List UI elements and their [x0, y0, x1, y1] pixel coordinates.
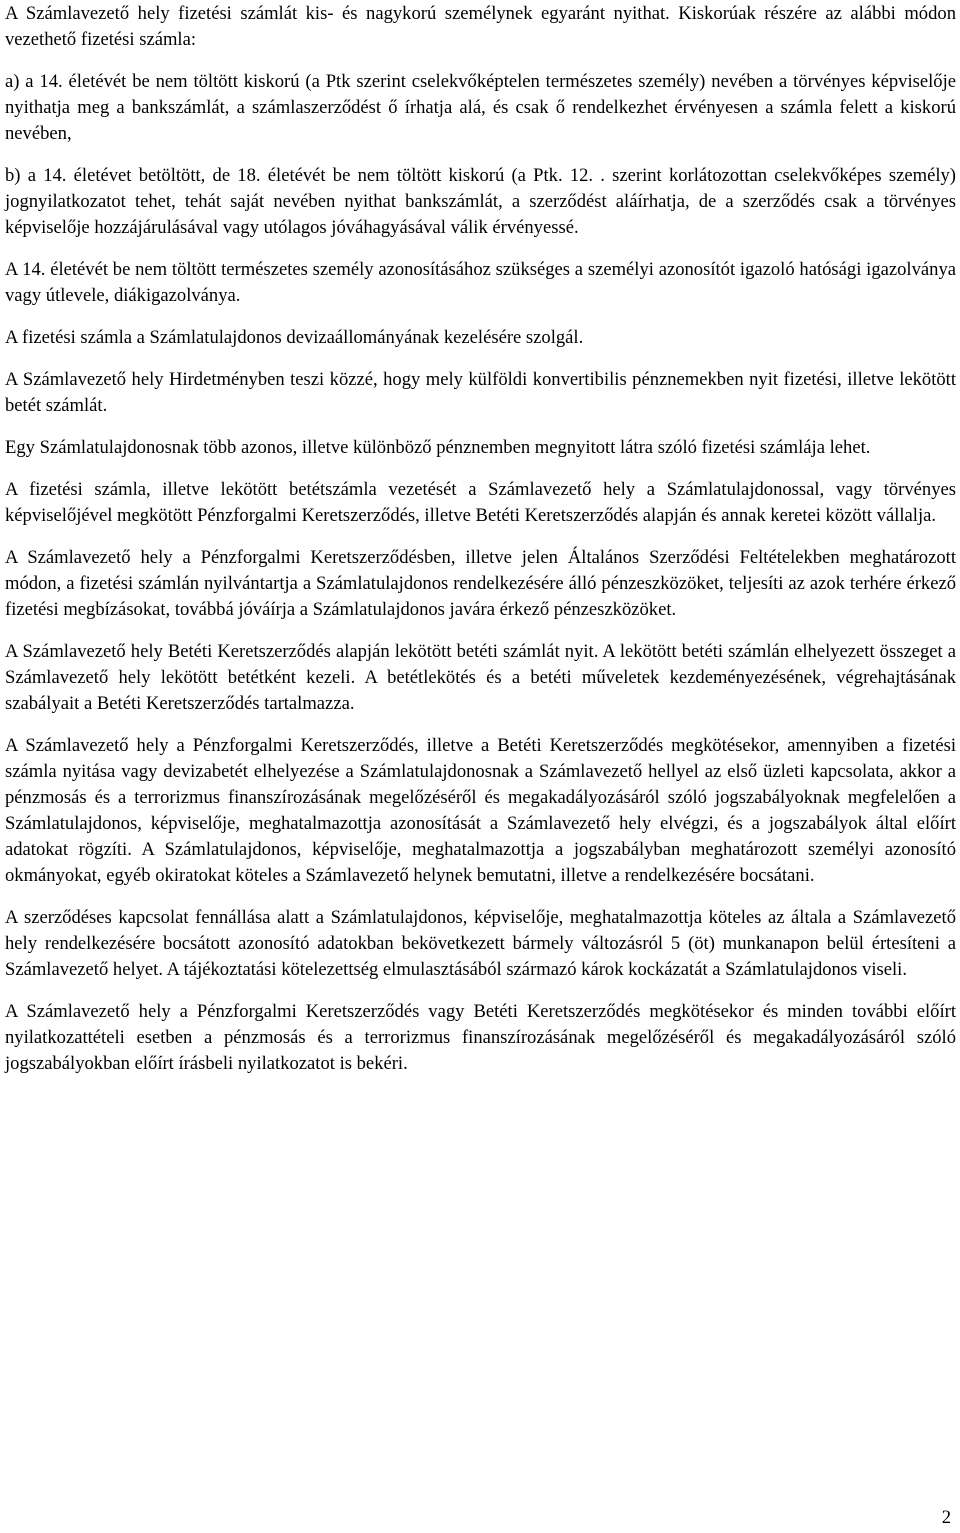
- purpose-paragraph: A fizetési számla a Számlatulajdonos devizaállományának kezelésére szolgál.: [5, 327, 584, 348]
- contract-paragraph: A fizetési számla, illetve lekötött betétszámla vezetését a Számlavezető hely a Számlatulajdonossal, vagy törvényes képviselőjével megkötött Pénzforgalmi Keretszerződés, illetve Betéti Keretszerződés alapján és annak keretei között vállalja.: [5, 479, 956, 526]
- changes-paragraph: A szerződéses kapcsolat fennállása alatt a Számlatulajdonos, képviselője, meghatalmazottja köteles az általa a Számlavezető hely rendelkezésére bocsátott azonosító adatokban bekövetkezett bármely változásról 5 (öt) munkanapon belül értesíteni a Számlavezető helyet. A tájékoztatási kötelezettség elmulasztásából származó károk kockázatát a Számlatulajdonos viseli.: [5, 907, 956, 980]
- document-page: [5, 0, 956, 1077]
- multiple-accounts-paragraph: Egy Számlatulajdonosnak több azonos, illetve különböző pénznemben megnyitott látra szóló fizetési számlája lehet.: [5, 437, 871, 458]
- intro-paragraph: A Számlavezető hely fizetési számlát kis- és nagykorú személynek egyaránt nyithat. Kiskorúak részére az alábbi módon vezethető fizetési számla:: [5, 3, 956, 50]
- records-paragraph: A Számlavezető hely a Pénzforgalmi Keretszerződésben, illetve jelen Általános Szerződési Feltételekben meghatározott módon, a fizetési számlán nyilvántartja a Számlatulajdonos rendelkezésére álló pénzeszközöket, teljesíti az azok terhére érkező fizetési megbízásokat, továbbá jóváírja a Számlatulajdonos javára érkező pénzeszközöket.: [5, 547, 956, 620]
- item-b-paragraph: b) a 14. életévet betöltött, de 18. életévét be nem töltött kiskorú (a Ptk. 12. . szerint korlátozottan cselekvőképes személy) jognyilatkozatot tehet, tehát saját nevében nyithat bankszámlát, a szerződést aláírhatja, de a szerződés csak a törvényes képviselője hozzájárulásával vagy utólagos jóváhagyásával válik érvényessé.: [5, 165, 956, 238]
- aml-paragraph: A Számlavezető hely a Pénzforgalmi Keretszerződés, illetve a Betéti Keretszerződés megkötésekor, amennyiben a fizetési számla nyitása vagy devizabetét elhelyezése a Számlatulajdonosnak a Számlavezető hellyel az első üzleti kapcsolata, akkor a pénzmosás és a terrorizmus finanszírozásának megelőzéséről és megakadályozásáról szóló jogszabályoknak megfelelően a Számlatulajdonos, képviselője, meghatalmazottja azonosítását a Számlavezető hely elvégzi, és a jogszabályok által előírt adatokat rögzíti. A Számlatulajdonos, képviselője, meghatalmazottja a jogszabályban meghatározott személyi azonosító okmányokat, egyéb okiratokat köteles a Számlavezető helynek bemutatni, illetve a rendelkezésére bocsátani.: [5, 735, 956, 886]
- deposit-paragraph: A Számlavezető hely Betéti Keretszerződés alapján lekötött betéti számlát nyit. A lekötött betéti számlán elhelyezett összeget a Számlavezető hely lekötött betétként kezeli. A betétlekötés és a betéti műveletek kezdeményezésének, végrehajtásának szabályait a Betéti Keretszerződés tartalmazza.: [5, 641, 956, 714]
- currencies-paragraph: A Számlavezető hely Hirdetményben teszi közzé, hogy mely külföldi konvertibilis pénznemekben nyit fizetési, illetve lekötött betét számlát.: [5, 369, 956, 416]
- identification-paragraph: A 14. életévét be nem töltött természetes személy azonosításához szükséges a személyi azonosítót igazoló hatósági igazolványa vagy útlevele, diákigazolványa.: [5, 259, 956, 306]
- item-a-paragraph: a) a 14. életévét be nem töltött kiskorú (a Ptk szerint cselekvőképtelen természetes személy) nevében a törvényes képviselője nyithatja meg a bankszámlát, a számlaszerződést ő írhatja alá, és csak ő rendelkezhet érvényesen a számla felett a kiskorú nevében,: [5, 71, 956, 144]
- page-number: 2: [941, 1507, 951, 1528]
- declaration-paragraph: A Számlavezető hely a Pénzforgalmi Keretszerződés vagy Betéti Keretszerződés megkötésekor és minden további előírt nyilatkozattételi esetben a pénzmosás és a terrorizmus finanszírozásának megelőzéséről és megakadályozásáról szóló jogszabályokban előírt írásbeli nyilatkozatot is bekéri.: [5, 1001, 956, 1074]
